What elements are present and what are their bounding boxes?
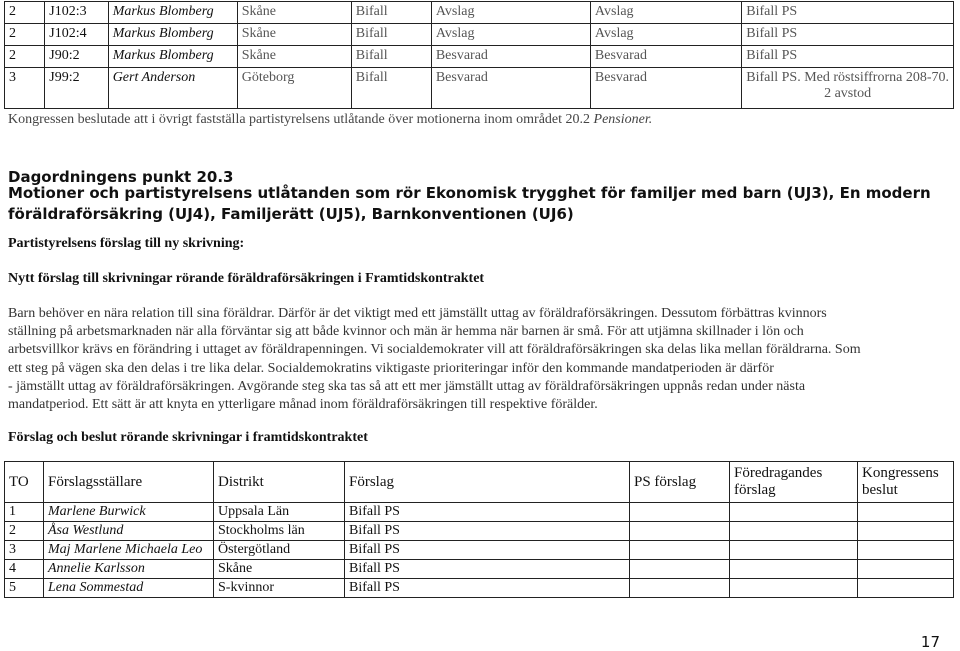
body-line: ställning på arbetsmarknaden när alla förväntar sig att både kvinnor och män är hemma när barnen är små. För att utjämna skillnader i lön och bbox=[8, 324, 804, 340]
cell-to: 2 bbox=[5, 24, 45, 46]
cell-rapporteur bbox=[730, 522, 858, 541]
cell-proposal: Bifall PS bbox=[345, 503, 630, 522]
cell-ps-proposal bbox=[630, 560, 730, 579]
cell-ps-proposal: Besvarad bbox=[431, 68, 590, 109]
header-proposal: Förslag bbox=[345, 462, 630, 503]
header-to: TO bbox=[5, 462, 44, 503]
cell-district: Skåne bbox=[237, 46, 351, 68]
cell-district: Göteborg bbox=[237, 68, 351, 109]
cell-to: 4 bbox=[5, 560, 44, 579]
cell-author: Gert Anderson bbox=[108, 68, 237, 109]
cell-decision: Bifall PS bbox=[742, 46, 954, 68]
cell-proposal: Bifall PS bbox=[345, 522, 630, 541]
cell-proposal: Bifall PS bbox=[345, 560, 630, 579]
cell-proposal: Bifall PS bbox=[345, 579, 630, 598]
cell-proposal: Bifall bbox=[351, 68, 431, 109]
cell-district: Stockholms län bbox=[214, 522, 345, 541]
table-row bbox=[5, 24, 954, 46]
table-row bbox=[5, 560, 954, 579]
cell-district: Skåne bbox=[214, 560, 345, 579]
page-number: 17 bbox=[920, 633, 940, 651]
proposals-table bbox=[4, 461, 954, 598]
header-district: Distrikt bbox=[214, 462, 345, 503]
table-row bbox=[5, 522, 954, 541]
subheading-new-text: Partistyrelsens förslag till ny skrivning: bbox=[8, 236, 245, 251]
body-line: - jämställt uttag av föräldraförsäkringen. Avgörande steg ska tas så att ett mer jämställt uttag av föräldraförsäkringen uppnås redan under nästa bbox=[8, 378, 806, 394]
body-line: mandatperiod. Ett sätt är att knyta en ytterligare månad inom föräldraförsäkringen till respektive förälder. bbox=[8, 397, 598, 413]
cell-to: 2 bbox=[5, 46, 45, 68]
agenda-heading: Dagordningens punkt 20.3 bbox=[8, 168, 234, 186]
cell-decision bbox=[858, 560, 954, 579]
cell-motion: J90:2 bbox=[45, 46, 108, 68]
cell-proposal: Bifall bbox=[351, 24, 431, 46]
cell-district: Skåne bbox=[237, 2, 351, 24]
header-rapporteur bbox=[730, 462, 858, 503]
cell-author: Markus Blomberg bbox=[108, 2, 237, 24]
cell-decision bbox=[858, 522, 954, 541]
decision-table-top bbox=[4, 1, 954, 109]
cell-to: 2 bbox=[5, 522, 44, 541]
cell-rapporteur: Besvarad bbox=[590, 68, 741, 109]
header-rapporteur-line2: förslag bbox=[734, 482, 776, 498]
header-congress-line1: Kongressens bbox=[862, 465, 939, 481]
cell-decision bbox=[742, 68, 954, 109]
cell-proposal: Bifall PS bbox=[345, 541, 630, 560]
cell-decision bbox=[858, 541, 954, 560]
table-row bbox=[5, 579, 954, 598]
cell-to: 3 bbox=[5, 541, 44, 560]
cell-ps-proposal bbox=[630, 522, 730, 541]
cell-motion: J99:2 bbox=[45, 68, 108, 109]
cell-decision: Bifall PS bbox=[742, 24, 954, 46]
cell-rapporteur bbox=[730, 560, 858, 579]
body-paragraph bbox=[8, 305, 953, 414]
header-ps-proposal: PS förslag bbox=[630, 462, 730, 503]
decision-text: Bifall PS. Med röstsiffrorna 208-70. bbox=[746, 70, 949, 85]
body-line: ett steg på vägen ska den delas i tre lika delar. Socialdemokratins viktigaste prioriteringar inför den kommande mandatperioden är därför bbox=[8, 360, 774, 376]
cell-decision bbox=[858, 503, 954, 522]
table-row bbox=[5, 46, 954, 68]
table-row bbox=[5, 541, 954, 560]
cell-to: 3 bbox=[5, 68, 45, 109]
subheading-proposals: Förslag och beslut rörande skrivningar i framtidskontraktet bbox=[8, 430, 368, 445]
cell-author: Markus Blomberg bbox=[108, 46, 237, 68]
cell-rapporteur: Avslag bbox=[590, 24, 741, 46]
cell-ps-proposal bbox=[630, 541, 730, 560]
decision-paragraph bbox=[8, 112, 652, 128]
cell-ps-proposal bbox=[630, 579, 730, 598]
cell-proposer: Marlene Burwick bbox=[44, 503, 214, 522]
cell-proposer: Annelie Karlsson bbox=[44, 560, 214, 579]
cell-proposer: Maj Marlene Michaela Leo bbox=[44, 541, 214, 560]
motions-heading: Motioner och partistyrelsens utlåtanden som rör Ekonomisk trygghet för familjer med barn (UJ3), En modern föräldraförsäkring (UJ4), Familjerätt (UJ5), Barnkonventionen (UJ6) bbox=[8, 184, 931, 223]
cell-to: 1 bbox=[5, 503, 44, 522]
table-row bbox=[5, 2, 954, 24]
cell-ps-proposal: Besvarad bbox=[431, 46, 590, 68]
body-line: arbetsvillkor krävs en förändring i uttaget av föräldrapenningen. Vi socialdemokrater vill att föräldraförsäkringen ska delas lika mellan föräldrarna. Som bbox=[8, 342, 861, 358]
cell-rapporteur: Avslag bbox=[590, 2, 741, 24]
cell-district: Uppsala Län bbox=[214, 503, 345, 522]
cell-rapporteur bbox=[730, 503, 858, 522]
cell-district: Skåne bbox=[237, 24, 351, 46]
header-rapporteur-line1: Föredragandes bbox=[734, 465, 823, 481]
cell-to: 5 bbox=[5, 579, 44, 598]
cell-proposal: Bifall bbox=[351, 46, 431, 68]
cell-motion: J102:4 bbox=[45, 24, 108, 46]
cell-author: Markus Blomberg bbox=[108, 24, 237, 46]
cell-rapporteur bbox=[730, 541, 858, 560]
cell-motion: J102:3 bbox=[45, 2, 108, 24]
cell-to: 2 bbox=[5, 2, 45, 24]
cell-district: Östergötland bbox=[214, 541, 345, 560]
subheading-parental-insurance: Nytt förslag till skrivningar rörande föräldraförsäkringen i Framtidskontraktet bbox=[8, 271, 485, 286]
cell-proposer: Åsa Westlund bbox=[44, 522, 214, 541]
table-row bbox=[5, 503, 954, 522]
table-header-row bbox=[5, 462, 954, 503]
cell-ps-proposal: Avslag bbox=[431, 24, 590, 46]
cell-ps-proposal: Avslag bbox=[431, 2, 590, 24]
table-row bbox=[5, 68, 954, 109]
header-proposer: Förslagsställare bbox=[44, 462, 214, 503]
cell-rapporteur: Besvarad bbox=[590, 46, 741, 68]
cell-ps-proposal bbox=[630, 503, 730, 522]
cell-district: S-kvinnor bbox=[214, 579, 345, 598]
cell-rapporteur bbox=[730, 579, 858, 598]
header-congress-decision bbox=[858, 462, 954, 503]
cell-proposer: Lena Sommestad bbox=[44, 579, 214, 598]
abstain-note: 2 avstod bbox=[824, 86, 872, 101]
body-line: Barn behöver en nära relation till sina föräldrar. Därför är det viktigt med ett jämställt uttag av föräldraförsäkringen. Dessutom förbättras kvinnors bbox=[8, 306, 827, 321]
cell-decision: Bifall PS bbox=[742, 2, 954, 24]
cell-proposal: Bifall bbox=[351, 2, 431, 24]
header-congress-line2: beslut bbox=[862, 482, 898, 498]
cell-decision bbox=[858, 579, 954, 598]
decision-paragraph-text: Kongressen beslutade att i övrigt fastställa partistyrelsens utlåtande över motionerna inom området 20.2 bbox=[8, 112, 594, 127]
decision-paragraph-italic: Pensioner. bbox=[593, 112, 653, 127]
